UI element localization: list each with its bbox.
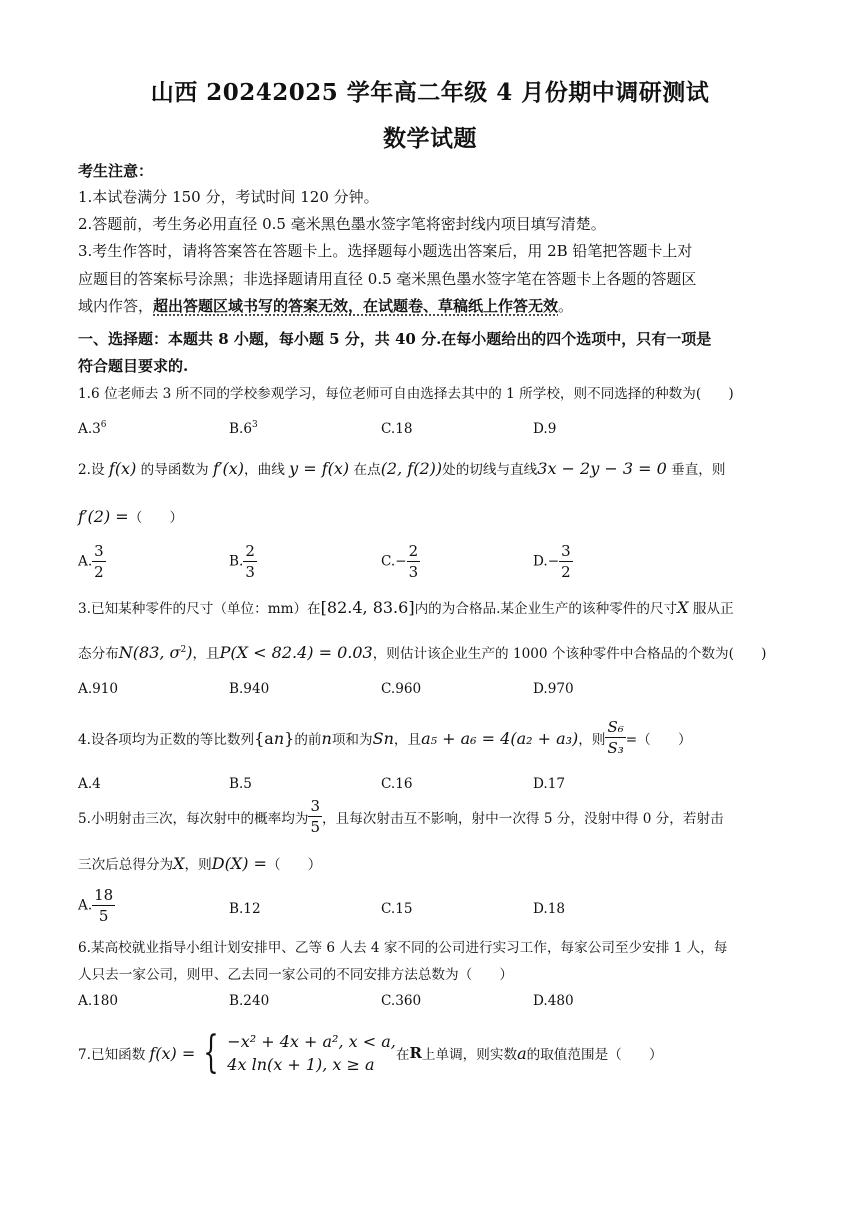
q4-text: ，则 xyxy=(578,732,606,748)
q4-text: 4.设各项均为正数的等比数列 xyxy=(78,732,255,748)
notice-item-2: 2.答题前，考生务必用直径 0.5 毫米黑色墨水签字笔将密封线内项目填写清楚。 xyxy=(78,215,606,233)
q6-option-b: B.240 xyxy=(229,993,270,1009)
q5-stem-line-1 xyxy=(78,795,784,839)
fraction-denominator: 3 xyxy=(245,563,255,581)
q4-sum: S xyxy=(372,728,384,748)
q3-text: ，则估计该企业生产的 1000 个该种零件中合格品的个数为( ) xyxy=(372,646,767,662)
q4-option-d: D.17 xyxy=(533,776,566,792)
q3-stem-line-1 xyxy=(78,597,784,617)
q4-sum-subscript: n xyxy=(383,728,394,748)
q4-text: 的前 xyxy=(294,732,322,748)
option-base: 6 xyxy=(243,421,252,437)
option-label: B. xyxy=(229,421,244,437)
option-label: B. xyxy=(229,553,244,570)
q2-option-b xyxy=(229,544,257,580)
notice-period: 。 xyxy=(558,297,574,315)
option-fraction xyxy=(92,888,115,924)
notice-heading: 考生注意： xyxy=(78,162,154,180)
q3-distribution-exponent: 2 xyxy=(180,645,187,655)
q6-option-d: D.480 xyxy=(533,993,574,1009)
q6-option-c: C.360 xyxy=(381,993,422,1009)
q2-stem-line-2 xyxy=(78,506,784,526)
q3-text: ，且 xyxy=(192,646,220,662)
notice-item-1: 1.本试卷满分 150 分，考试时间 120 分钟。 xyxy=(78,188,379,206)
q2-text: 2.设 xyxy=(78,462,109,478)
q3-option-d: D.970 xyxy=(533,681,574,697)
option-label: A. xyxy=(78,421,93,437)
q7-text: 的取值范围是（ ） xyxy=(526,1047,663,1063)
q7-function: f(x) = xyxy=(149,1043,196,1063)
notice-text: 域内作答， xyxy=(78,297,154,315)
fraction-denominator: 5 xyxy=(310,818,321,836)
q3-probability: P(X < 82.4) = 0.03 xyxy=(219,643,373,662)
option-exponent: 3 xyxy=(251,420,258,430)
q5-text: 5.小明射击三次，每次射中的概率均为 xyxy=(78,811,309,827)
q4-stem xyxy=(78,716,784,760)
q7-text: 上单调，则实数 xyxy=(421,1047,518,1063)
q3-option-c: C.960 xyxy=(381,681,422,697)
q2-paren: （ ） xyxy=(128,510,184,526)
option-label: D. xyxy=(533,553,548,570)
notice-emphasis: 超出答题区域书写的答案无效，在试题卷、草稿纸上作答无效 xyxy=(153,297,559,315)
section-heading-line-1: 一、选择题：本题共 8 小题，每小题 5 分，共 40 分.在每小题给出的四个选项中，只有一项是 xyxy=(78,330,712,348)
q3-interval: [82.4, 83.6] xyxy=(320,598,415,617)
q6-option-a: A.180 xyxy=(78,993,119,1009)
q3-text: 内的为合格品.某企业生产的该种零件的尺寸 xyxy=(414,601,678,617)
fraction-numerator: 2 xyxy=(408,542,419,560)
q3-text: 态分布 xyxy=(78,646,119,662)
fraction-denominator: 2 xyxy=(561,563,571,581)
q4-n: n xyxy=(321,728,332,748)
q2-ask: f′(2) = xyxy=(78,507,129,526)
q1-stem: 1.6 位老师去 3 所不同的学校参观学习，每位老师可自由选择去其中的 1 所学校，则不同选择的种数为( ) xyxy=(78,386,734,402)
fraction-denominator: 2 xyxy=(94,563,104,581)
q5-option-c: C.15 xyxy=(381,901,413,917)
fraction-numerator: 3 xyxy=(94,542,104,560)
q4-sequence: {a xyxy=(254,728,274,748)
q4-fraction xyxy=(605,720,625,756)
q3-distribution-close: ) xyxy=(186,643,193,662)
q2-function: f(x) xyxy=(108,459,137,478)
q7-text: 在 xyxy=(395,1047,410,1063)
option-base: 3 xyxy=(92,421,101,437)
option-fraction xyxy=(559,544,573,580)
fraction-denominator: 3 xyxy=(408,563,419,581)
option-exponent: 6 xyxy=(100,420,107,430)
q7-case-2: 4x ln(x + 1), x ≥ a xyxy=(227,1055,375,1074)
option-sign: − xyxy=(547,553,560,570)
q4-condition: a₅ + a₆ = 4(a₂ + a₃) xyxy=(421,728,579,748)
q7-stem xyxy=(78,1028,784,1078)
q7-text: 7.已知函数 xyxy=(78,1047,146,1063)
option-fraction xyxy=(92,544,106,580)
q6-stem-line-1: 6.某高校就业指导小组计划安排甲、乙等 6 人去 4 家不同的公司进行实习工作，每家公司至少安排 1 人，每 xyxy=(78,940,728,956)
q5-variance: D(X) = xyxy=(211,854,267,873)
option-sign: − xyxy=(395,553,407,570)
fraction-numerator: 3 xyxy=(561,542,571,560)
option-label: A. xyxy=(78,553,93,570)
q4-option-c: C.16 xyxy=(381,776,413,792)
q2-derivative: f′(x) xyxy=(212,459,245,478)
notice-item-3-line-2: 应题目的答案标号涂黑；非选择题请用直径 0.5 毫米黑色墨水签字笔在答题卡上各题的答题区 xyxy=(78,270,697,288)
fraction-denominator: S₃ xyxy=(607,739,624,757)
q2-text: 处的切线与直线 xyxy=(442,462,538,478)
q2-text: 在点 xyxy=(349,462,381,478)
q2-point: (2, f(2)) xyxy=(380,459,443,478)
q5-option-b: B.12 xyxy=(229,901,261,917)
q2-stem-line-1 xyxy=(78,458,784,478)
q3-text: 3.已知某种零件的尺寸（单位：mm）在 xyxy=(78,601,321,617)
q7-case-1: −x² + 4x + a², x < a, xyxy=(227,1031,396,1051)
q3-text: 服从正 xyxy=(688,601,734,617)
option-label: C. xyxy=(381,553,396,570)
q4-text: =（ ） xyxy=(625,732,692,748)
q7-reals: R xyxy=(409,1044,422,1062)
q4-option-a: A.4 xyxy=(78,776,101,792)
q3-distribution: N(83, σ xyxy=(118,643,181,662)
option-label: A. xyxy=(78,897,93,914)
q3-variable: X xyxy=(677,598,689,617)
notice-item-3-line-1: 3.考生作答时，请将答案答在答题卡上。选择题每小题选出答案后，用 2B 铅笔把答题卡上对 xyxy=(78,242,693,260)
q2-text: 垂直，则 xyxy=(666,462,726,478)
q1-option-d: D.9 xyxy=(533,421,557,437)
fraction-numerator: 2 xyxy=(245,542,255,560)
q5-stem-line-2 xyxy=(78,853,784,873)
q5-option-d: D.18 xyxy=(533,901,566,917)
option-fraction xyxy=(407,544,421,580)
exam-subtitle: 数学试题 xyxy=(383,125,477,152)
q5-probability-fraction xyxy=(308,799,322,835)
q5-text: 三次后总得分为 xyxy=(78,857,174,873)
q3-option-b: B.940 xyxy=(229,681,270,697)
notice-item-3-line-3 xyxy=(78,295,784,316)
fraction-numerator: S₆ xyxy=(607,718,624,736)
option-fraction xyxy=(243,544,257,580)
piecewise-brace: { xyxy=(203,1027,219,1078)
q3-stem-line-2 xyxy=(78,642,784,662)
q4-text: 项和为 xyxy=(331,732,373,748)
fraction-numerator: 18 xyxy=(94,886,114,904)
q2-line-equation: 3x − 2y − 3 = 0 xyxy=(537,459,667,478)
q2-option-d xyxy=(533,544,573,580)
q1-option-b xyxy=(229,420,258,437)
q5-variable: X xyxy=(173,854,185,873)
q5-text: ，则 xyxy=(184,857,212,873)
q7-cases xyxy=(227,1030,396,1076)
q2-text: 的导函数为 xyxy=(136,462,213,478)
q2-option-c xyxy=(381,544,420,580)
q1-option-a xyxy=(78,420,107,437)
q4-sequence-close: } xyxy=(284,728,295,748)
q4-text: ，且 xyxy=(393,732,422,748)
q4-sequence-subscript: n xyxy=(273,728,285,748)
q2-text: ，曲线 xyxy=(244,462,290,478)
q5-text: ，且每次射击互不影响，射中一次得 5 分，没射中得 0 分，若射击 xyxy=(322,811,724,827)
q5-paren: （ ） xyxy=(266,857,322,873)
fraction-denominator: 5 xyxy=(98,907,109,925)
q6-stem-line-2: 人只去一家公司，则甲、乙去同一家公司的不同安排方法总数为（ ） xyxy=(78,967,513,983)
q2-option-a xyxy=(78,544,106,580)
q3-option-a: A.910 xyxy=(78,681,119,697)
q7-variable-a: a xyxy=(517,1043,527,1063)
q2-curve: y = f(x) xyxy=(289,459,350,478)
q1-option-c: C.18 xyxy=(381,421,413,437)
exam-title: 山西 20242025 学年高二年级 4 月份期中调研测试 xyxy=(150,79,710,106)
q5-option-a xyxy=(78,888,115,924)
fraction-numerator: 3 xyxy=(310,797,321,815)
q4-option-b: B.5 xyxy=(229,776,252,792)
section-heading-line-2: 符合题目要求的. xyxy=(78,357,189,375)
